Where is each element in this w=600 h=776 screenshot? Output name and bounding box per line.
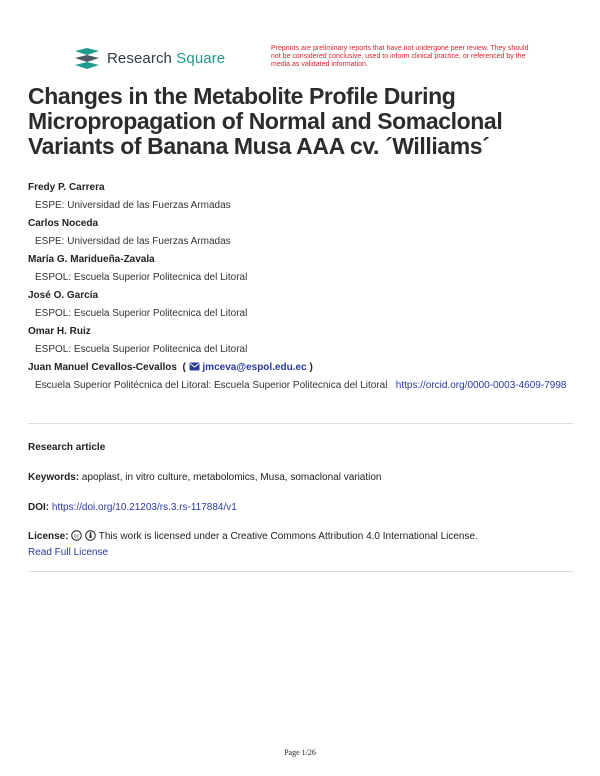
corresponding-author-line: Juan Manuel Cevallos-Cevallos ( jmceva@espol.edu.ec ) [28,362,313,373]
corresponding-author-affiliation [28,377,580,395]
license-text: This work is licensed under a Creative Commons Attribution 4.0 International License. [98,531,478,542]
divider-bottom [28,571,573,572]
author-affiliation: ESPOL: Escuela Superior Politecnica del Litoral [35,308,248,319]
author-entry [28,251,580,287]
affiliation-text: Escuela Superior Politécnica del Litoral: Escuela Superior Politecnica del Litoral [35,380,388,391]
author-affiliation: ESPE: Universidad de las Fuerzas Armadas [35,236,231,247]
attribution-icon [85,530,96,541]
author-email: jmceva@espol.edu.ec [202,362,307,373]
article-type: Research article [28,442,106,453]
corresponding-author-name: Juan Manuel Cevallos-Cevallos [28,362,177,373]
author-entry [28,287,580,323]
author-name: José O. García [28,290,99,301]
corresponding-author-entry [28,359,580,395]
brand-main: Research [107,49,172,67]
author-entry [28,323,580,359]
keywords-value: apoplast, in vitro culture, metabolomics, Musa, somaclonal variation [81,472,382,483]
envelope-icon [189,362,200,371]
keywords-label: Keywords: [28,472,80,483]
author-affiliation: ESPE: Universidad de las Fuerzas Armadas [35,200,231,211]
author-name: María G. Maridueña-Zavala [28,254,155,265]
author-list [28,179,580,395]
doi-line [28,500,573,516]
author-name: Omar H. Ruiz [28,326,91,337]
page-number: Page 1/26 [284,748,316,757]
creative-commons-icon [71,530,82,541]
research-square-icon [73,46,101,70]
divider-top [28,423,573,424]
author-entry [28,215,580,251]
license-label: License: [28,531,69,542]
author-affiliation: ESPOL: Escuela Superior Politecnica del Litoral [35,272,248,283]
license-block [28,529,573,561]
author-entry [28,179,580,215]
svg-text:cc: cc [74,533,80,540]
brand-name [107,50,225,67]
keywords-line [28,470,573,486]
doi-label: DOI: [28,502,50,513]
paper-title: Changes in the Metabolite Profile During Micropropagation of Normal and Somaclonal Variants of Banana Musa AAA cv. ´Williams´ [28,83,503,159]
doi-link[interactable]: https://doi.org/10.21203/rs.3.rs-117884/v1 [51,502,237,513]
orcid-link[interactable]: https://orcid.org/0000-0003-4609-7998 [395,380,567,391]
author-name: Carlos Noceda [28,218,99,229]
brand-accent: Square [176,49,226,67]
author-name: Fredy P. Carrera [28,182,105,193]
author-email-link[interactable] [189,362,307,373]
read-full-license-link[interactable]: Read Full License [28,547,109,558]
research-square-logo[interactable] [73,46,225,70]
preprint-disclaimer: Preprints are preliminary reports that have not undergone peer review. They should not be considered conclusive, used to inform clinical practice, or referenced by the media as validated information. [271,45,529,68]
author-affiliation: ESPOL: Escuela Superior Politecnica del Litoral [35,344,248,355]
